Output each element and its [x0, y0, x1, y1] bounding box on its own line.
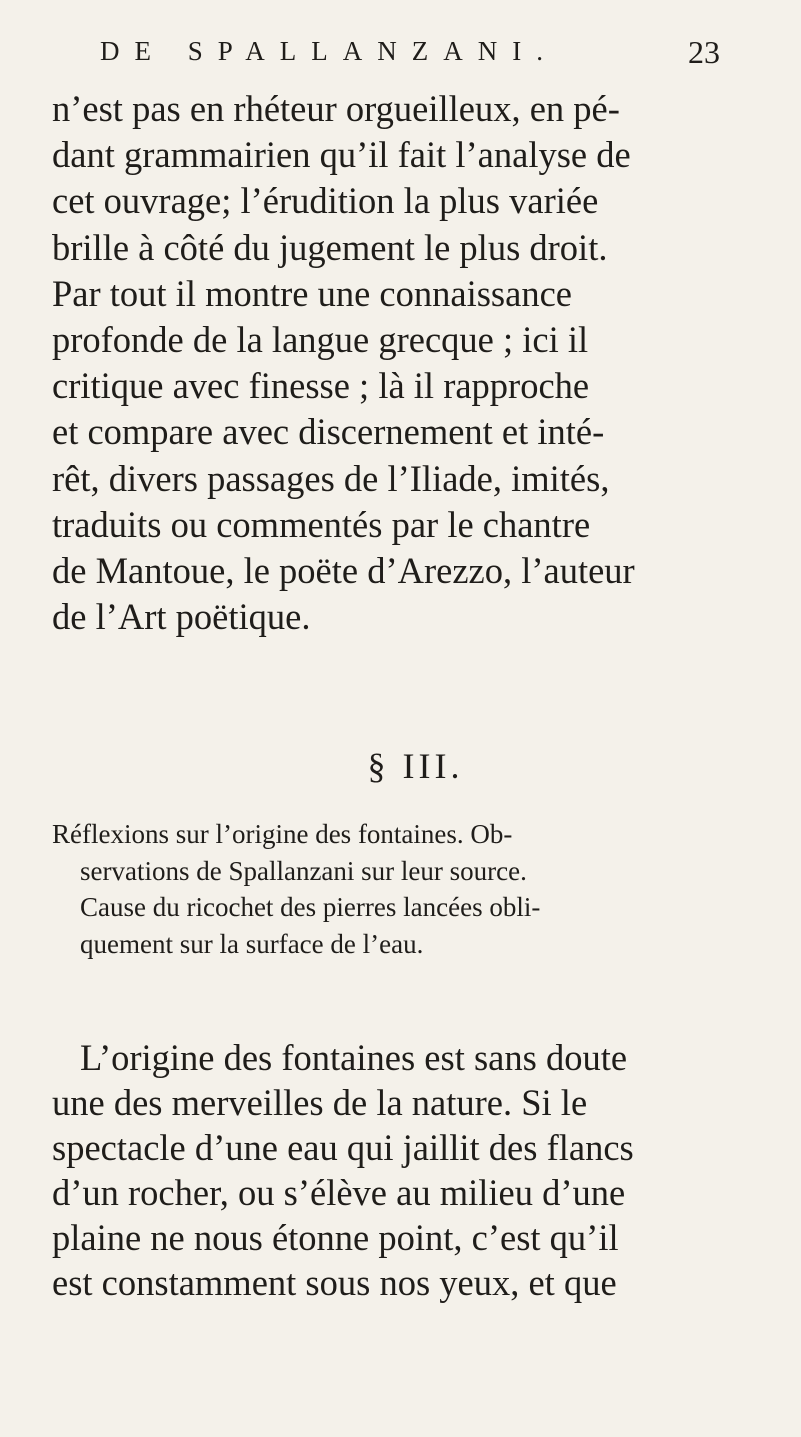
- text-line: de l’Art poëtique.: [52, 596, 311, 638]
- text-line: d’un rocher, ou s’élève au milieu d’une: [52, 1172, 626, 1213]
- paragraph-continued: [52, 86, 742, 640]
- paragraph-origin: [52, 1035, 752, 1305]
- text-line: est constamment sous nos yeux, et que: [52, 1262, 617, 1303]
- text-line: Par tout il montre une connaissance: [52, 272, 572, 314]
- text-line: n’est pas en rhéteur orgueilleux, en pé-: [52, 88, 620, 129]
- text-line: dant grammairien qu’il fait l’analyse de: [52, 134, 631, 176]
- text-line: critique avec finesse ; là il rapproche: [52, 365, 590, 407]
- text-line: L’origine des fontaines est sans doute: [80, 1037, 628, 1078]
- running-head: [100, 36, 720, 76]
- text-line: plaine ne nous étonne point, c’est qu’il: [52, 1217, 619, 1258]
- page-number: 23: [688, 34, 720, 70]
- text-line: profonde de la langue grecque ; ici il: [52, 318, 589, 360]
- text-line: spectacle d’une eau qui jaillit des flancs: [52, 1127, 634, 1168]
- text-line: une des merveilles de la nature. Si le: [52, 1082, 588, 1123]
- text-line: brille à côté du jugement le plus droit.: [52, 226, 608, 268]
- summary-line: Réflexions sur l’origine des fontaines. Ob-: [52, 819, 513, 849]
- summary-line: servations de Spallanzani sur leur source.: [80, 855, 527, 886]
- summary-line: Cause du ricochet des pierres lancées obli-: [80, 892, 541, 922]
- running-title: DE SPALLANZANI.: [100, 36, 559, 66]
- text-line: cet ouvrage; l’érudition la plus variée: [52, 180, 599, 222]
- text-line: et compare avec discernement et inté-: [52, 411, 605, 453]
- text-line: traduits ou commentés par le chantre: [52, 503, 591, 545]
- section-heading: § III.: [367, 746, 464, 786]
- section-summary: [52, 816, 752, 962]
- text-line: rêt, divers passages de l’Iliade, imités,: [52, 457, 610, 499]
- summary-line: quement sur la surface de l’eau.: [80, 928, 424, 959]
- text-line: de Mantoue, le poëte d’Arezzo, l’auteur: [52, 549, 635, 591]
